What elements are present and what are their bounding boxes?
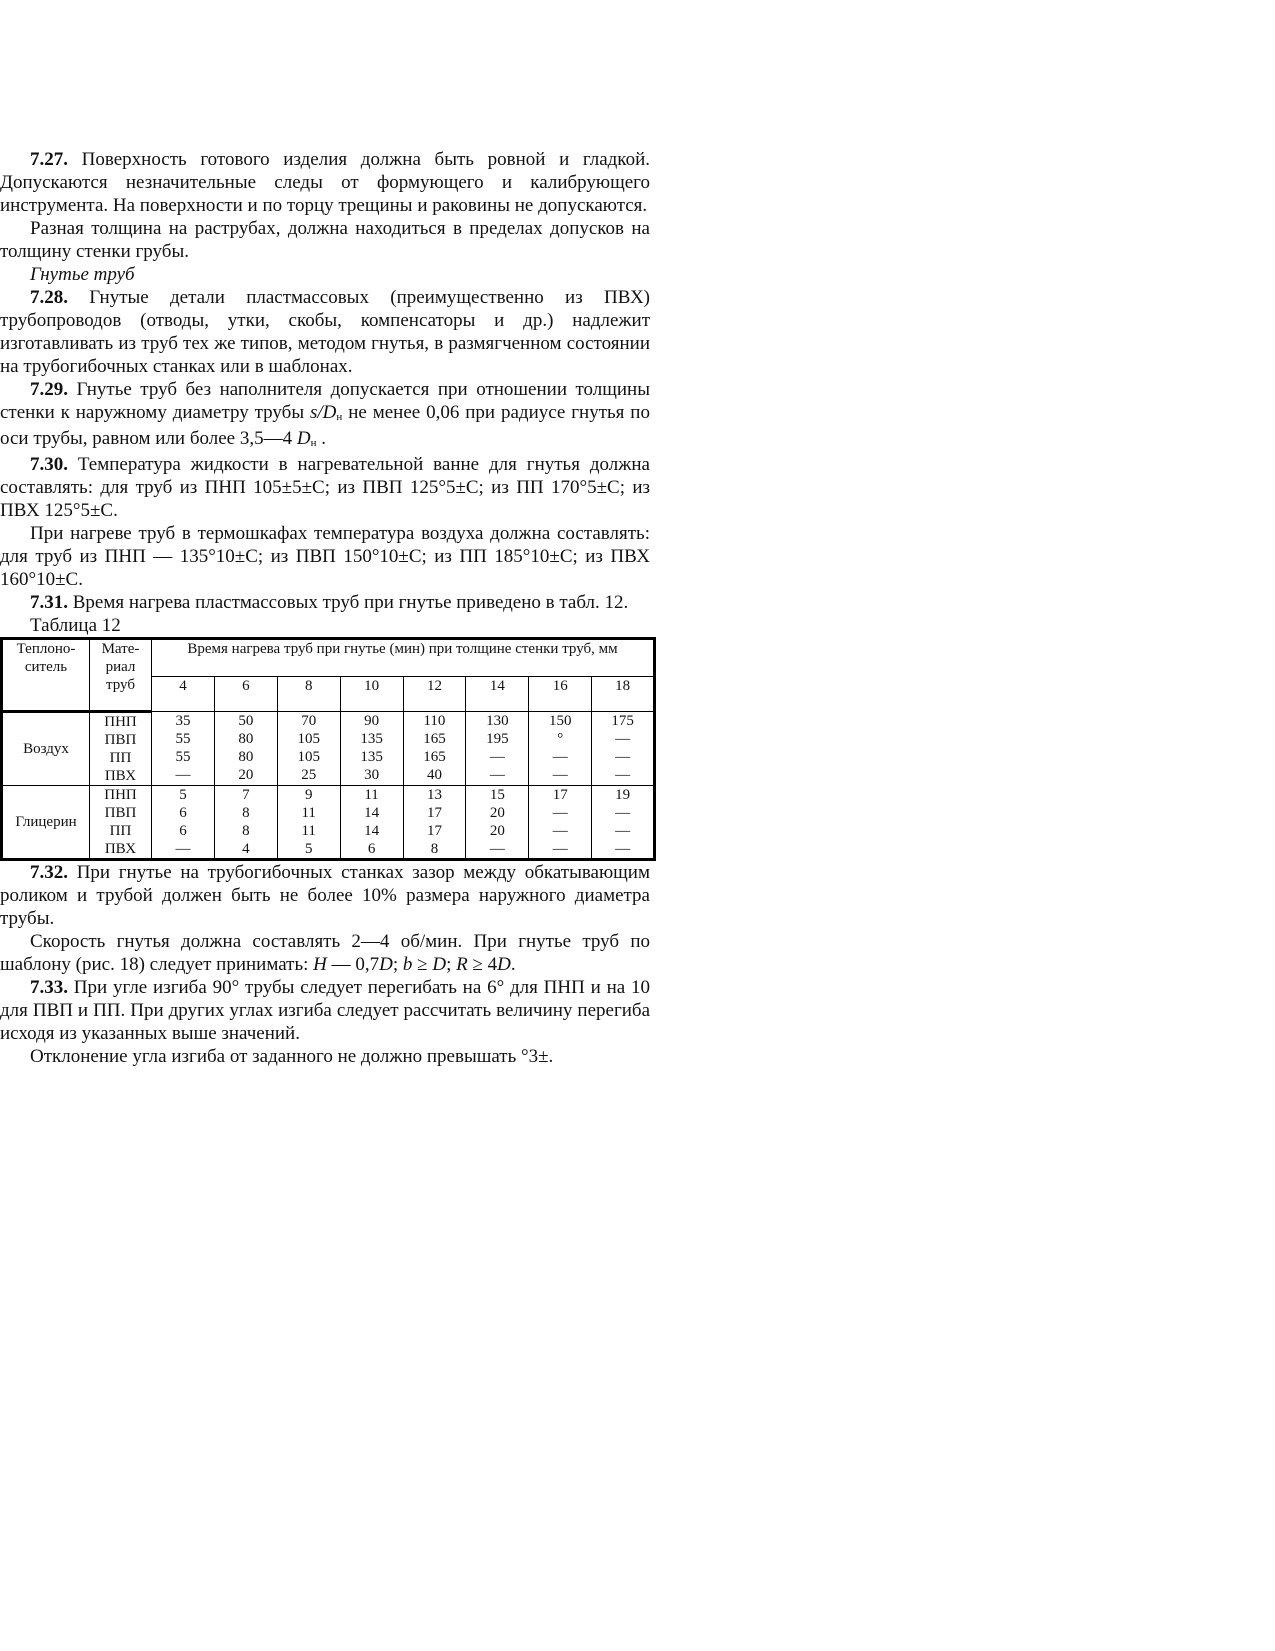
time-value: 135 bbox=[360, 749, 383, 765]
header-medium: Теплоно-ситель bbox=[2, 639, 90, 712]
material-cell bbox=[90, 786, 152, 860]
time-value: 195 bbox=[486, 731, 509, 747]
time-value: 135 bbox=[360, 731, 383, 747]
material-value: ПНП bbox=[104, 787, 137, 803]
time-value: 165 bbox=[423, 731, 446, 747]
time-cell bbox=[277, 712, 340, 786]
time-value: 4 bbox=[242, 841, 250, 857]
time-value: 80 bbox=[238, 749, 254, 765]
paragraph-text: При угле изгиба 90° трубы следует перегибать на 6° для ПНП и на 10 для ПВП и ПП. При других углах изгиба следует рассчитать величину перегиба исходя из указанных выше значений. bbox=[0, 977, 650, 1044]
material-value: ПВП bbox=[104, 732, 137, 748]
time-value: 5 bbox=[304, 841, 313, 857]
paragraph-7-33 bbox=[0, 976, 650, 1045]
symbol-h: H bbox=[313, 954, 327, 975]
time-value: 35 bbox=[175, 713, 191, 729]
paragraph-text: . bbox=[510, 954, 516, 975]
header-thickness: 12 bbox=[403, 677, 466, 712]
time-value: 14 bbox=[364, 805, 380, 821]
time-value: 40 bbox=[426, 767, 442, 783]
time-cell bbox=[340, 712, 403, 786]
time-cell bbox=[152, 712, 215, 786]
time-cell bbox=[403, 712, 466, 786]
time-value: — bbox=[615, 805, 631, 821]
header-thickness: 16 bbox=[529, 677, 592, 712]
time-value: — bbox=[175, 767, 191, 783]
header-thickness: 10 bbox=[340, 677, 403, 712]
time-value: — bbox=[552, 841, 568, 857]
time-value: 11 bbox=[301, 805, 316, 821]
time-cell bbox=[403, 786, 466, 860]
time-value: 80 bbox=[238, 731, 254, 747]
section-title: Гнутье труб bbox=[30, 264, 135, 285]
header-thickness: 6 bbox=[214, 677, 277, 712]
time-value: — bbox=[552, 767, 568, 783]
material-value: ПВХ bbox=[104, 768, 137, 784]
time-value: 7 bbox=[242, 787, 250, 803]
time-value: 70 bbox=[301, 713, 317, 729]
time-value: — bbox=[615, 767, 631, 783]
paragraph-number: 7.33. bbox=[30, 977, 68, 998]
time-value: — bbox=[175, 841, 191, 857]
time-value: 175 bbox=[611, 713, 634, 729]
material-value: ПП bbox=[109, 823, 132, 839]
time-value: 14 bbox=[364, 823, 380, 839]
time-cell bbox=[592, 786, 655, 860]
paragraph-7-32 bbox=[0, 861, 650, 930]
paragraph-7-27-continued: Разная толщина на раструбах, должна находиться в пределах допусков на толщину стенки грубы. bbox=[0, 218, 650, 262]
time-value: — bbox=[552, 749, 568, 765]
time-cell bbox=[277, 786, 340, 860]
header-thickness: 4 bbox=[152, 677, 215, 712]
paragraph-7-27 bbox=[0, 148, 650, 217]
time-value: 17 bbox=[426, 823, 442, 839]
table-row bbox=[2, 712, 655, 786]
paragraph-number: 7.27. bbox=[30, 149, 68, 170]
time-value: 105 bbox=[297, 749, 320, 765]
material-value: ПНП bbox=[104, 714, 137, 730]
paragraph-number: 7.29. bbox=[30, 379, 68, 400]
paragraph-text: Температура жидкости в нагревательной ванне для гнутья должна составлять: для труб из ПНП 105±5±С; из ПВП 125°5±С; из ПП 170°5±С; из ПВХ 125°5±С. bbox=[0, 454, 650, 521]
time-value: 8 bbox=[242, 823, 250, 839]
time-value: 8 bbox=[242, 805, 250, 821]
paragraph-number: 7.28. bbox=[30, 287, 68, 308]
time-cell bbox=[529, 712, 592, 786]
diameter-symbol: D bbox=[296, 428, 311, 449]
heating-time-table bbox=[0, 637, 656, 861]
table-row bbox=[2, 786, 655, 860]
table-caption: Таблица 12 bbox=[30, 615, 121, 636]
time-value: 13 bbox=[426, 787, 442, 803]
time-value: 11 bbox=[364, 787, 379, 803]
time-value: — bbox=[615, 749, 631, 765]
paragraph-text: ; bbox=[392, 954, 403, 975]
time-cell bbox=[466, 786, 529, 860]
paragraph-7-30-continued: При нагреве труб в термошкафах температура воздуха должна составлять: для труб из ПНП — 135°10±С; из ПВП 150°10±С; из ПП 185°10±С; из ПВХ 160°10±С. bbox=[0, 523, 650, 590]
paragraph-text: Гнутые детали пластмассовых (преимущественно из ПВХ) трубопроводов (отводы, утки, скобы, компенсаторы и др.) надлежит изготавливать из труб тех же типов, методом гнутья, в размягченном состоянии на трубогибочных станках или в шаблонах. bbox=[0, 287, 650, 377]
time-value: — bbox=[615, 841, 631, 857]
paragraph-text: При гнутье на трубогибочных станках зазор между обкатывающим роликом и трубой должен быть не более 10% размера наружного диаметра трубы. bbox=[0, 862, 650, 929]
time-cell bbox=[152, 786, 215, 860]
time-value: 20 bbox=[489, 823, 505, 839]
time-value: 105 bbox=[297, 731, 320, 747]
time-value: 19 bbox=[615, 787, 631, 803]
paragraph-text: ≥ bbox=[412, 954, 433, 975]
document-column bbox=[0, 148, 650, 1068]
material-cell bbox=[90, 712, 152, 786]
paragraph-7-29 bbox=[0, 378, 650, 453]
paragraph-text: Поверхность готового изделия должна быть ровной и гладкой. Допускаются незначительные следы от формующего и калибрующего инструмента. На поверхности и по торцу трещины и раковины не допускаются. bbox=[0, 149, 650, 216]
time-value: 20 bbox=[489, 805, 505, 821]
time-value: — bbox=[489, 767, 505, 783]
time-value: — bbox=[615, 823, 631, 839]
paragraph-7-33-continued: Отклонение угла изгиба от заданного не должно превышать °3±. bbox=[30, 1046, 554, 1067]
header-thickness: 8 bbox=[277, 677, 340, 712]
time-cell bbox=[529, 786, 592, 860]
time-value: — bbox=[615, 731, 631, 747]
time-value: 30 bbox=[364, 767, 380, 783]
time-value: 17 bbox=[426, 805, 442, 821]
header-time: Время нагрева труб при гнутье (мин) при толщине стенки труб, мм bbox=[152, 639, 655, 677]
time-value: — bbox=[489, 841, 505, 857]
paragraph-text: не менее 0,06 при радиусе гнутья по оси трубы, равном или более 3,5—4 bbox=[0, 402, 650, 449]
paragraph-7-28 bbox=[0, 286, 650, 378]
material-value: ПВХ bbox=[104, 841, 137, 857]
subscript: н bbox=[310, 437, 317, 449]
time-value: 50 bbox=[238, 713, 254, 729]
paragraph-number: 7.31. bbox=[30, 592, 68, 613]
time-value: 20 bbox=[238, 767, 254, 783]
paragraph-text: — 0,7 bbox=[326, 954, 380, 975]
paragraph-text: . bbox=[316, 428, 326, 449]
symbol-d: D bbox=[432, 954, 447, 975]
time-value: 150 bbox=[548, 713, 572, 729]
paragraph-text: ≥ 4 bbox=[467, 954, 498, 975]
medium-cell: Глицерин bbox=[2, 786, 90, 860]
time-value: ° bbox=[557, 731, 564, 747]
paragraph-number: 7.32. bbox=[30, 862, 68, 883]
time-value: 6 bbox=[179, 805, 187, 821]
header-thickness: 18 bbox=[592, 677, 655, 712]
symbol-d: D bbox=[379, 954, 393, 975]
material-value: ПП bbox=[109, 750, 132, 766]
time-value: 90 bbox=[364, 713, 380, 729]
paragraph-7-30 bbox=[0, 453, 650, 522]
time-cell bbox=[466, 712, 529, 786]
paragraph-text: Время нагрева пластмассовых труб при гнутье приведено в табл. 12. bbox=[68, 592, 629, 613]
paragraph-7-32-continued bbox=[0, 930, 650, 976]
time-value: 8 bbox=[430, 841, 439, 857]
time-cell bbox=[214, 786, 277, 860]
time-value: 5 bbox=[179, 787, 187, 803]
symbol-d: D bbox=[497, 954, 511, 975]
ratio-symbol: s/D bbox=[310, 402, 337, 423]
symbol-b: b bbox=[402, 954, 413, 975]
time-value: 110 bbox=[423, 713, 446, 729]
time-value: 130 bbox=[486, 713, 509, 729]
time-value: 6 bbox=[179, 823, 187, 839]
time-value: 55 bbox=[175, 749, 191, 765]
time-value: 25 bbox=[301, 767, 317, 783]
time-value: 165 bbox=[423, 749, 446, 765]
time-value: — bbox=[552, 805, 568, 821]
medium-cell: Воздух bbox=[2, 712, 90, 786]
paragraph-7-31 bbox=[0, 591, 650, 614]
header-thickness: 14 bbox=[466, 677, 529, 712]
time-cell bbox=[214, 712, 277, 786]
time-cell bbox=[592, 712, 655, 786]
time-value: 15 bbox=[489, 787, 505, 803]
paragraph-number: 7.30. bbox=[30, 454, 68, 475]
time-value: 9 bbox=[304, 787, 313, 803]
time-value: 17 bbox=[552, 787, 568, 803]
paragraph-text: Гнутье труб без наполнителя допускается при отношении толщины стенки к наружному диаметру трубы bbox=[0, 379, 650, 423]
time-cell bbox=[340, 786, 403, 860]
header-material: Мате-риал труб bbox=[90, 639, 152, 712]
time-value: 6 bbox=[367, 841, 376, 857]
symbol-r: R bbox=[456, 954, 468, 975]
time-value: 55 bbox=[175, 731, 191, 747]
paragraph-text: ; bbox=[446, 954, 457, 975]
paragraph-text: Скорость гнутья должна составлять 2—4 об/мин. При гнутье труб по шаблону (рис. 18) следует принимать: bbox=[0, 931, 650, 975]
material-value: ПВП bbox=[104, 805, 137, 821]
time-value: — bbox=[489, 749, 505, 765]
time-value: 11 bbox=[301, 823, 316, 839]
subscript: н bbox=[336, 411, 343, 423]
time-value: — bbox=[552, 823, 568, 839]
